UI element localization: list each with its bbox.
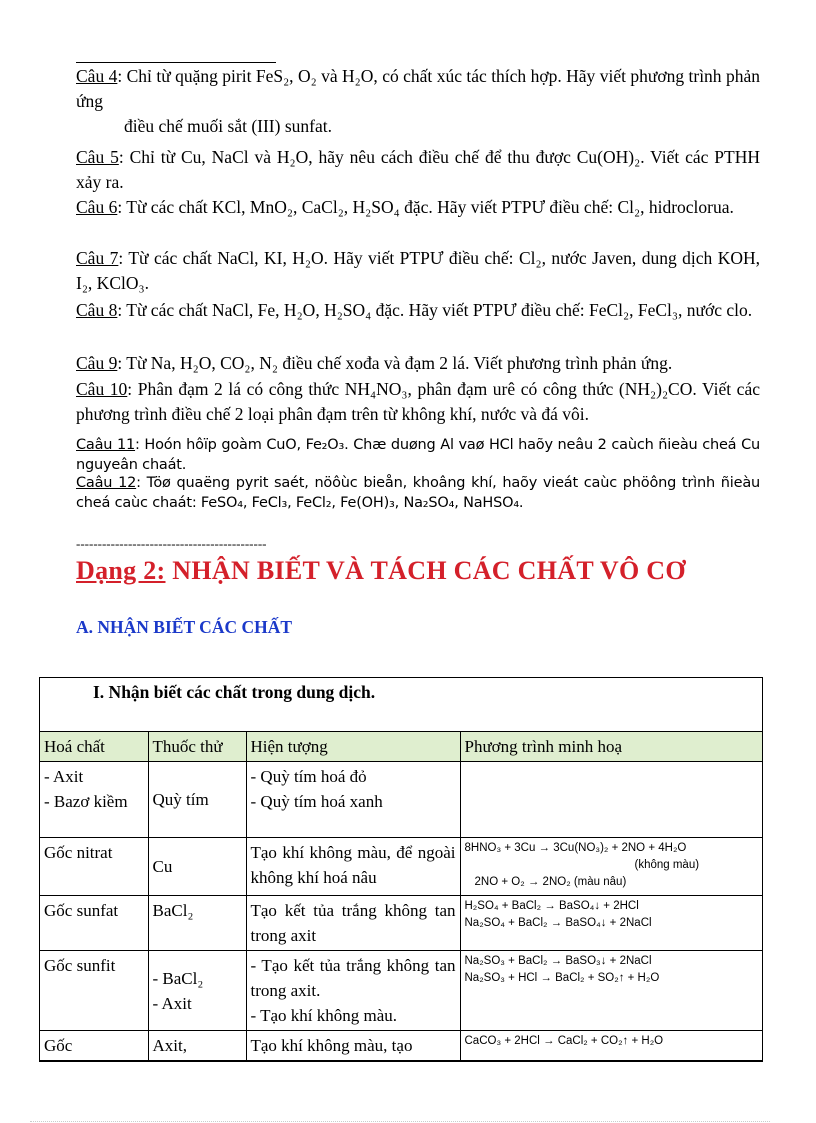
phenomenon-cell: Tạo kết tủa trắng không tan trong axit — [246, 896, 460, 951]
reagent-cell: Axit, — [148, 1031, 246, 1061]
equation-cell — [460, 762, 762, 838]
question-text-cont: điều chế muối sắt (III) sunfat. — [124, 116, 332, 136]
question-text: : Chỉ từ quặng pirit FeS₂, O₂ và H₂O, có chất xúc tác thích hợp. Hãy viết phương trình phản ứng — [76, 66, 760, 111]
question-11 — [76, 435, 760, 475]
reagent-cell: BaCl₂ — [148, 896, 246, 951]
equation-text: 8HNO₃ + 3Cu → 3Cu(NO₃)₂ + 2NO + 4H₂O — [464, 842, 687, 854]
question-text: : Töø quaëng pyrit saét, nöôùc bieån, khoâng khí, haõy vieát caùc phöông trình ñieàu cheá caùc chaát: FeSO₄, FeCl₃, FeCl₂, Fe(OH)₃, Na₂SO₄, NaHSO₄. — [76, 475, 760, 511]
equation-cell — [460, 838, 762, 896]
separator: -------------------------------------------- — [76, 536, 267, 551]
equation-text: 2NO + O₂ → 2NO₂ (màu nâu) — [474, 876, 627, 888]
question-5 — [76, 145, 760, 195]
phenomenon-cell: Tạo khí không màu, để ngoài không khí hoá nâu — [246, 838, 460, 896]
question-label: Câu 4 — [76, 66, 118, 86]
question-4 — [76, 64, 760, 139]
question-label: Câu 10 — [76, 379, 128, 399]
equation-text: Na₂SO₃ + HCl → BaCl₂ + SO₂↑ + H₂O — [464, 972, 660, 984]
chem-cell — [40, 762, 148, 838]
table-row — [40, 1031, 762, 1061]
chem-text: - Axit — [44, 767, 84, 786]
table-row — [40, 762, 762, 838]
top-rule — [76, 62, 276, 63]
chem-cell: Gốc sunfat — [40, 896, 148, 951]
reagent-cell: Cu — [148, 838, 246, 896]
question-8 — [76, 298, 760, 323]
question-7 — [76, 246, 760, 296]
chem-cell: Gốc — [40, 1031, 148, 1061]
section-heading: NHẬN BIẾT VÀ TÁCH CÁC CHẤT VÔ CƠ — [165, 556, 686, 585]
header-equation: Phương trình minh hoạ — [460, 732, 762, 762]
equation-note: (không màu) — [634, 859, 700, 871]
question-text: : Phân đạm 2 lá có công thức NH₄NO₃, phân đạm urê có công thức (NH₂)₂CO. Viết các phương trình điều chế 2 loại phân đạm trên từ không khí, nước và đá vôi. — [76, 379, 760, 424]
equation-cell — [460, 896, 762, 951]
question-label: Câu 5 — [76, 147, 119, 167]
phenomenon-cell: Tạo khí không màu, tạo — [246, 1031, 460, 1061]
question-text: : Từ các chất NaCl, KI, H₂O. Hãy viết PTPƯ điều chế: Cl₂, nước Javen, dung dịch KOH, I₂, KClO₃. — [76, 248, 760, 293]
equation-cell — [460, 951, 762, 1031]
phenomenon-text: - Tạo kết tủa trắng không tan trong axit. — [250, 956, 456, 1000]
reagent-cell: Quỳ tím — [148, 762, 246, 838]
chem-cell: Gốc nitrat — [40, 838, 148, 896]
subheading: A. NHẬN BIẾT CÁC CHẤT — [76, 617, 293, 637]
table-title: I. Nhận biết các chất trong dung dịch. — [93, 682, 376, 702]
question-6 — [76, 195, 760, 220]
reagent-cell: - BaCl₂ - Axit — [148, 951, 246, 1031]
question-9 — [76, 351, 760, 376]
question-label: Caâu 12 — [76, 475, 137, 491]
question-text: : Từ các chất NaCl, Fe, H₂O, H₂SO₄ đặc. Hãy viết PTPƯ điều chế: FeCl₂, FeCl₃, nước clo. — [117, 300, 753, 320]
question-text: : Hoón hôïp goàm CuO, Fe₂O₃. Chæ duøng Al vaø HCl haõy neâu 2 caùch ñieàu cheá Cu nguyeân chaát. — [76, 437, 760, 473]
phenomenon-cell — [246, 762, 460, 838]
question-label: Câu 7 — [76, 248, 119, 268]
question-label: Câu 6 — [76, 197, 118, 217]
table-caption — [40, 678, 762, 732]
question-text: : Chỉ từ Cu, NaCl và H₂O, hãy nêu cách điều chế để thu được Cu(OH)₂. Viết các PTHH xảy ra. — [76, 147, 760, 192]
equation-text: H₂SO₄ + BaCl₂ → BaSO₄↓ + 2HCl — [464, 900, 639, 912]
chem-text: - Bazơ kiềm — [44, 792, 128, 811]
question-12 — [76, 473, 760, 513]
equation-cell — [460, 1031, 762, 1061]
table-row — [40, 951, 762, 1031]
phenomenon-text: - Tạo khí không màu. — [250, 1006, 398, 1025]
section-title — [76, 556, 686, 586]
section-label: Dạng 2: — [76, 556, 166, 585]
phenomenon-cell — [246, 951, 460, 1031]
header-phenomenon: Hiện tượng — [246, 732, 460, 762]
question-10 — [76, 377, 760, 427]
page-bottom-rule — [30, 1121, 770, 1122]
table-header-row — [40, 732, 762, 762]
question-label: Caâu 11 — [76, 437, 136, 453]
equation-text: Na₂SO₃ + BaCl₂ → BaSO₃↓ + 2NaCl — [464, 955, 652, 967]
header-chemical: Hoá chất — [40, 732, 148, 762]
equation-text: CaCO₃ + 2HCl → CaCl₂ + CO₂↑ + H₂O — [464, 1035, 664, 1047]
question-label: Câu 9 — [76, 353, 118, 373]
equation-text: Na₂SO₄ + BaCl₂ → BaSO₄↓ + 2NaCl — [464, 917, 652, 929]
identification-table — [39, 677, 763, 1062]
chem-cell: Gốc sunfit — [40, 951, 148, 1031]
table-row — [40, 838, 762, 896]
question-text: : Từ Na, H₂O, CO₂, N₂ điều chế xođa và đạm 2 lá. Viết phương trình phản ứng. — [117, 353, 673, 373]
question-label: Câu 8 — [76, 300, 118, 320]
phenomenon-text: - Quỳ tím hoá đỏ — [250, 767, 367, 786]
header-reagent: Thuốc thử — [148, 732, 246, 762]
table-row — [40, 896, 762, 951]
question-text: : Từ các chất KCl, MnO₂, CaCl₂, H₂SO₄ đặc. Hãy viết PTPƯ điều chế: Cl₂, hidroclorua. — [117, 197, 734, 217]
phenomenon-text: - Quỳ tím hoá xanh — [250, 792, 383, 811]
